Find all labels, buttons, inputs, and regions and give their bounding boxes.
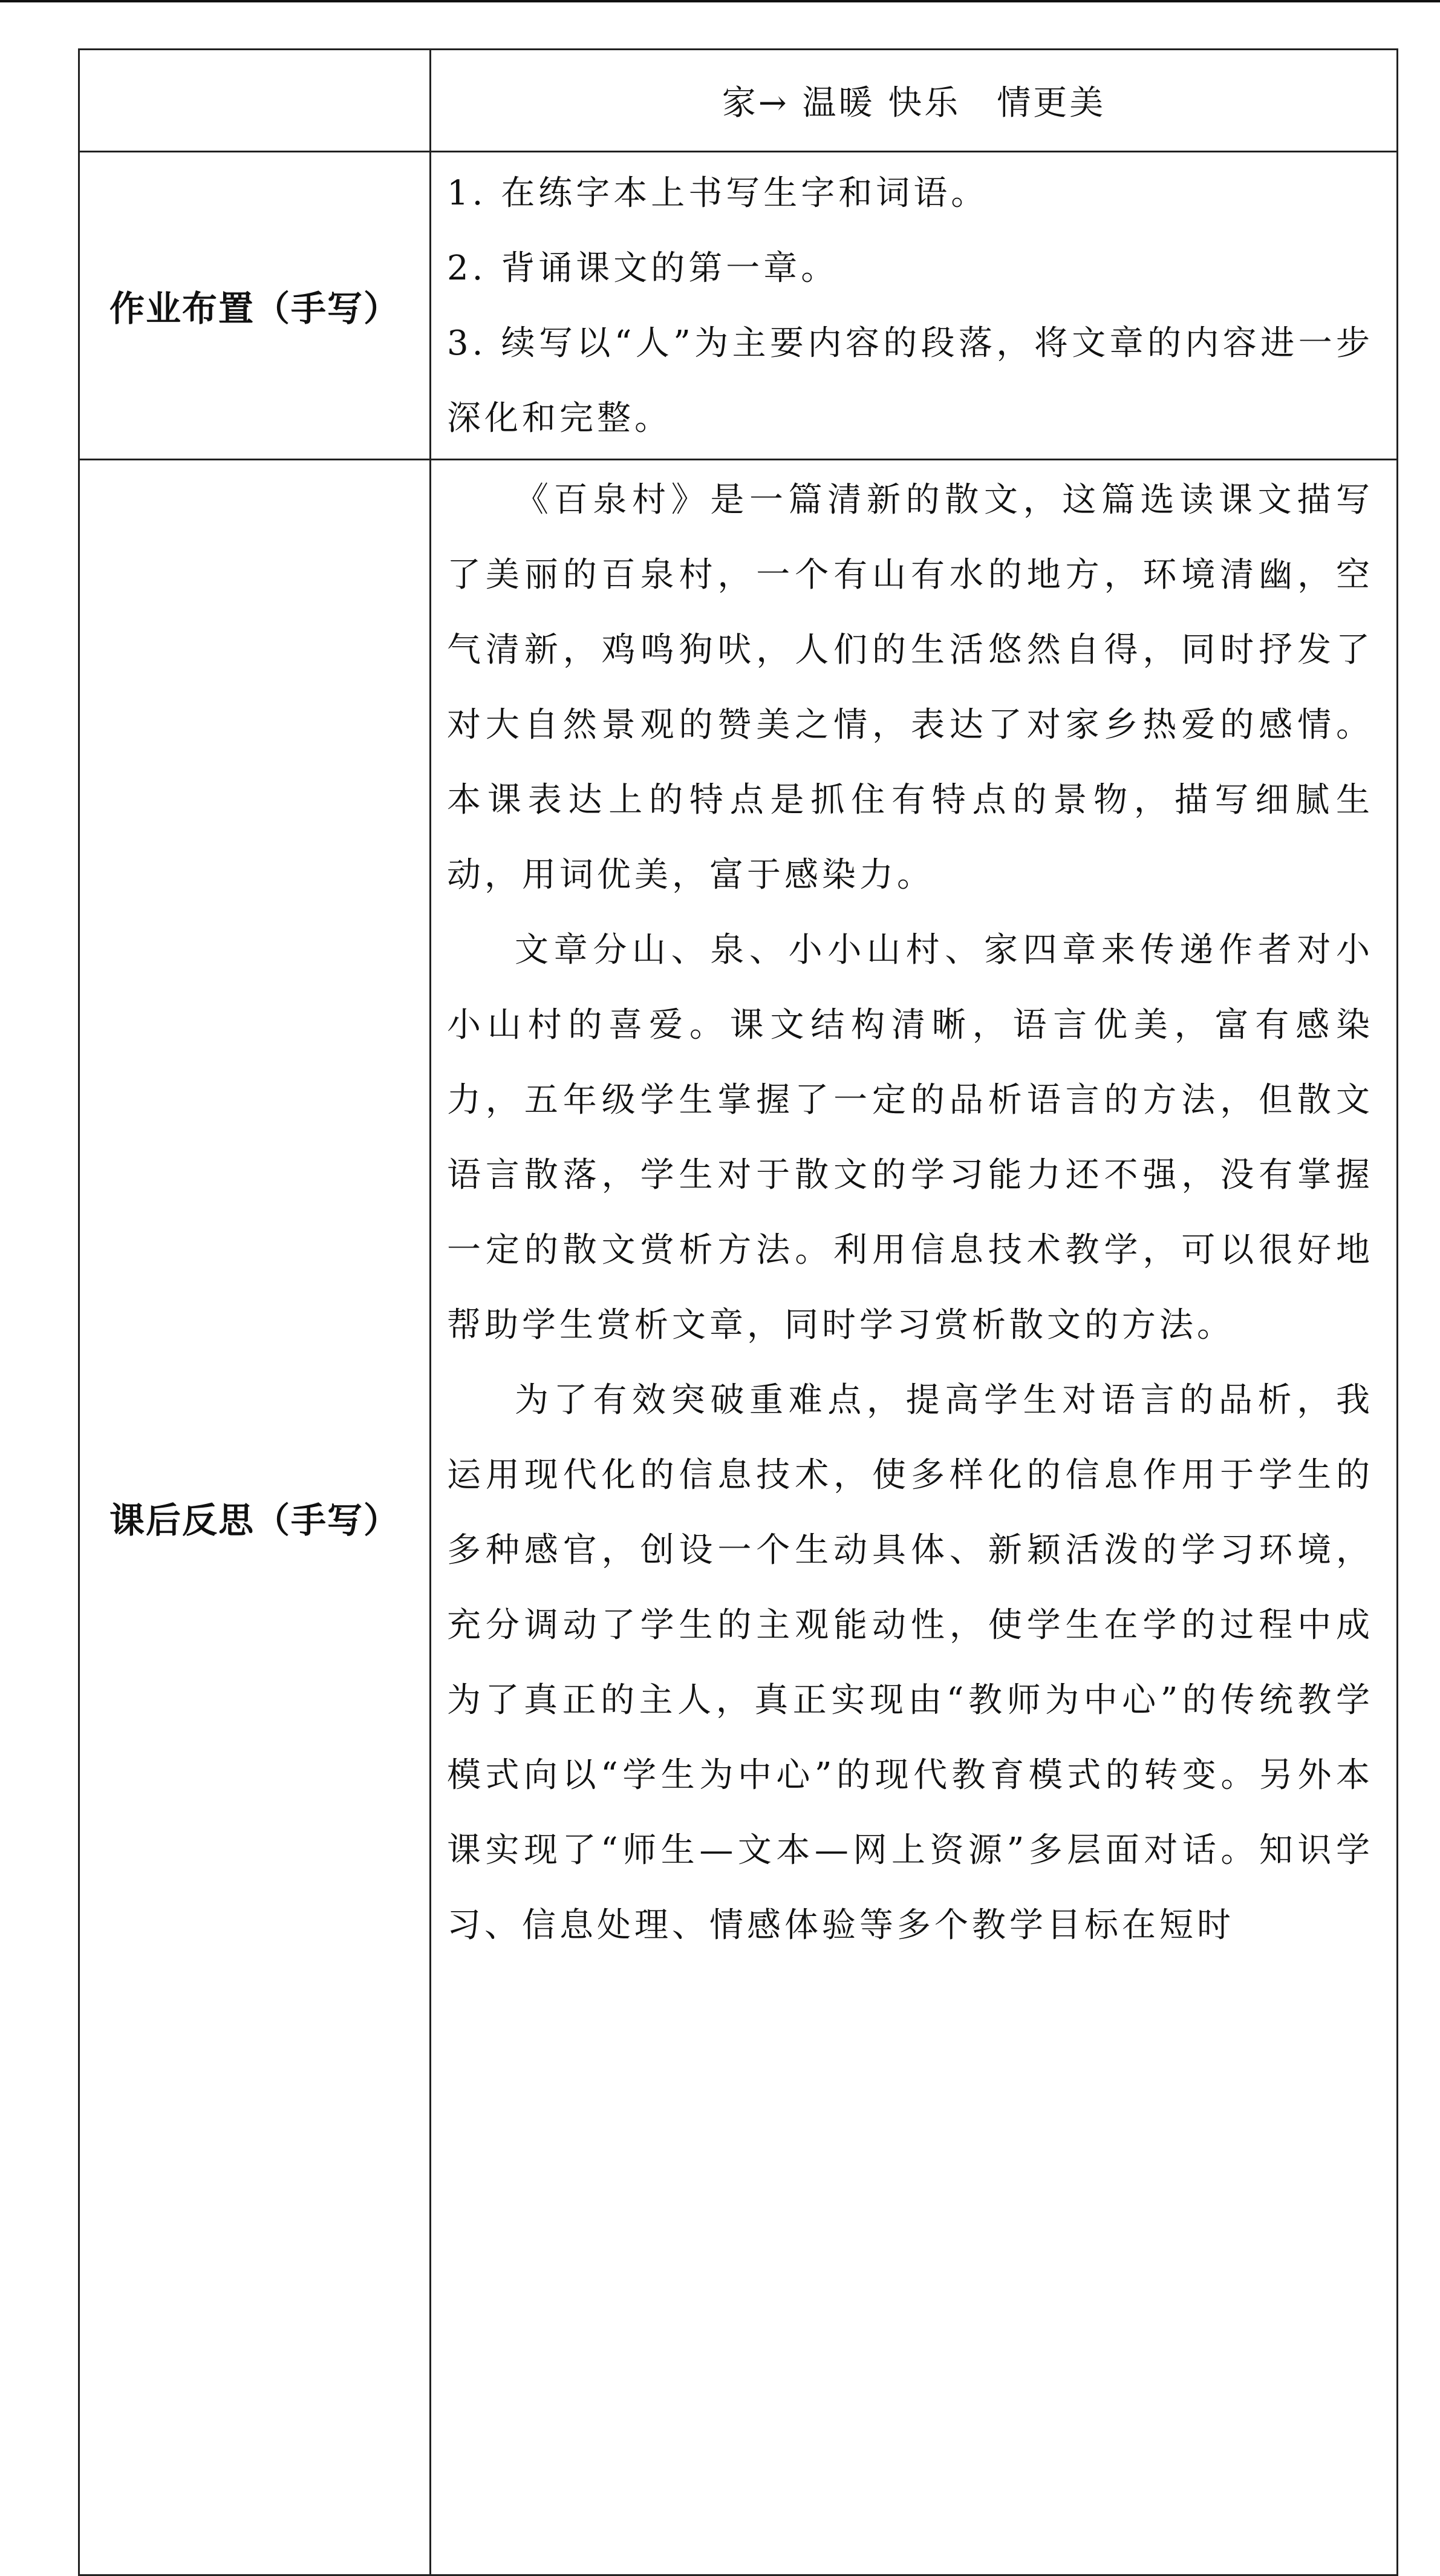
homework-item-2: 2. 背诵课文的第一章。 [447,249,839,288]
reflection-paragraph-2: 文章分山、泉、小小山村、家四章来传递作者对小小山村的喜爱。课文结构清晰，语言优美，富有感染力，五年级学生掌握了一定的品析语言的方法，但散文语言散落，学生对于散文的学习能力还不强，没有掌握一定的散文赏析方法。利用信息技术教学，可以很好地帮助学生赏析文章，同时学习赏析散文的方法。 [447,930,1373,1345]
reflection-content [431,460,1398,2575]
table-row-homework [79,152,1398,460]
homework-item-3: 3. 续写以“人”为主要内容的段落，将文章的内容进一步深化和完整。 [447,324,1373,438]
reflection-paragraph-1: 《百泉村》是一篇清新的散文，这篇选读课文描写了美丽的百泉村，一个有山有水的地方，环境清幽，空气清新，鸡鸣狗吠，人们的生活悠然自得，同时抒发了对大自然景观的赞美之情，表达了对家乡热爱的感情。本课表达上的特点是抓住有特点的景物，描写细腻生动，用词优美，富于感染力。 [447,480,1373,895]
header-label-cell [79,50,431,152]
reflection-paragraph-3: 为了有效突破重难点，提高学生对语言的品析，我运用现代化的信息技术，使多样化的信息作用于学生的多种感官，创设一个生动具体、新颖活泼的学习环境，充分调动了学生的主观能动性，使学生在学的过程中成为了真正的主人，真正实现由“教师为中心”的传统教学模式向以“学生为中心”的现代教育模式的转变。另外本课实现了“师生—文本—网上资源”多层面对话。知识学习、信息处理、情感体验等多个教学目标在短时 [447,1381,1373,1945]
top-border-line [0,0,1440,2]
lesson-plan-table [78,48,1398,2576]
section-title: 家→ 温暖 快乐 情更美 [431,50,1398,152]
reflection-label: 课后反思（手写） [79,460,431,2575]
table-row-reflection [79,460,1398,2575]
homework-item-1: 1. 在练字本上书写生字和词语。 [447,174,989,213]
homework-label: 作业布置（手写） [79,152,431,460]
table-row-header [79,50,1398,152]
homework-content [431,152,1398,460]
